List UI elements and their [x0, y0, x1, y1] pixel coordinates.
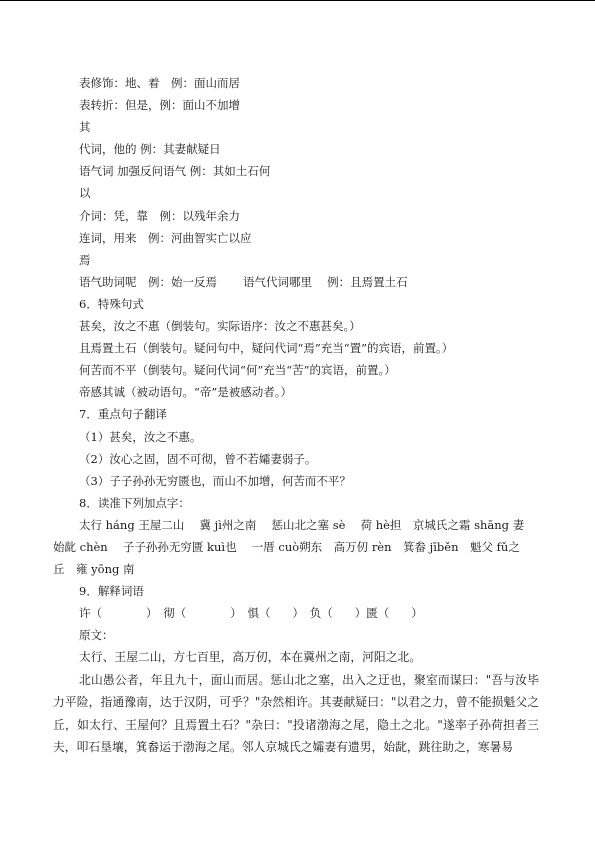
text-line: 代词，他的 例：其妻献疑日 — [79, 142, 221, 157]
text-line: 介词：凭，靠 例：以残年余力 — [79, 208, 240, 223]
text-line: 其 — [79, 120, 91, 135]
blank-label: 许（ — [79, 606, 102, 621]
text-line: 甚矣，汝之不惠（倒装句。实际语序：汝之不惠甚矣。） — [79, 319, 361, 334]
section-heading: 原文： — [79, 628, 114, 643]
section-heading: 6．特殊句式 — [79, 296, 144, 311]
text-line: 何苦而不平（倒装句。疑问代词“何”充当“苦”的宾语，前置。） — [79, 363, 396, 378]
text-line: 表修饰：地、着 例：面山而居 — [79, 76, 240, 90]
text-segment: 语气代词哪里 例：且焉置土石 — [243, 274, 408, 289]
blank-label: ） 负（ — [292, 606, 333, 621]
text-line: 表转折：但是，例：面山不加增 — [79, 98, 240, 113]
text-line: 帝感其诚（被动语句。“帝”是被感动者。） — [79, 385, 293, 400]
text-line: （1）甚矣，汝之不惠。 — [79, 429, 202, 444]
blank-label: ） 彻（ — [146, 606, 187, 621]
text-line: 焉 — [79, 252, 91, 267]
top-border-line — [0, 0, 595, 1]
section-heading: 8．读准下列加点字： — [79, 495, 190, 510]
text-line: 连词，用来 例：河曲智实亡以应 — [79, 230, 252, 245]
text-line: （3）子子孙孙无穷匮也，而山不加增，何苦而不平？ — [79, 473, 351, 488]
text-line — [53, 271, 543, 293]
document-page — [53, 72, 543, 759]
section-heading: 9．解释词语 — [79, 584, 144, 599]
text-segment: 语气助词呢 例：始一反焉 — [79, 274, 217, 289]
text-line: 以 — [79, 186, 91, 201]
section-heading: 7．重点句子翻译 — [79, 407, 167, 422]
fill-in-blanks — [53, 602, 543, 624]
text-line: 太行 háng 王屋二山 冀 jì州之南 惩山北之塞 sè 荷 hè担 京城氏之霜 shāng 妻 — [79, 517, 525, 532]
text-line: （2）汝心之固，固不可彻，曾不若孀妻弱子。 — [79, 451, 317, 466]
text-paragraph: 太行、王屋二山，方七百里，高万仞，本在冀州之南，河阳之北。 — [79, 650, 422, 665]
text-line: 且焉置土石（倒装句。疑问句中，疑问代词“焉”充当“置”的宾语，前置。） — [79, 341, 454, 356]
text-line: 语气词 加强反问语气 例：其如土石何 — [79, 164, 271, 179]
blank-label: ） — [411, 606, 423, 621]
text-paragraph: 北山愚公者，年且九十，面山而居。惩山北之塞，出入之迂也，聚室而谋曰："吾与汝毕力平险，指通豫南，达于汉阴，可乎？"杂然相许。其妻献疑曰："以君之力，曾不能损魁父之丘，如太行、王屋何？且焉置土石？"杂曰："投诸渤海之尾，隐土之北。"遂率子孙荷担者三夫，叩石垦壤，箕畚运于渤海之尾。邻人京城氏之孀妻有遗男，始龀，跳往助之，寒暑易 — [53, 672, 540, 755]
blank-label: ） 惧（ — [230, 606, 271, 621]
blank-label: ）匮（ — [354, 606, 390, 621]
text-line: 始龀 chèn 子子孙孙无穷匮 kuì也 一厝 cuò朔东 高万仞 rèn 箕畚 jīběn 魁父 fǔ之 — [53, 539, 520, 554]
text-line: 丘 雍 yōng 南 — [53, 562, 135, 577]
